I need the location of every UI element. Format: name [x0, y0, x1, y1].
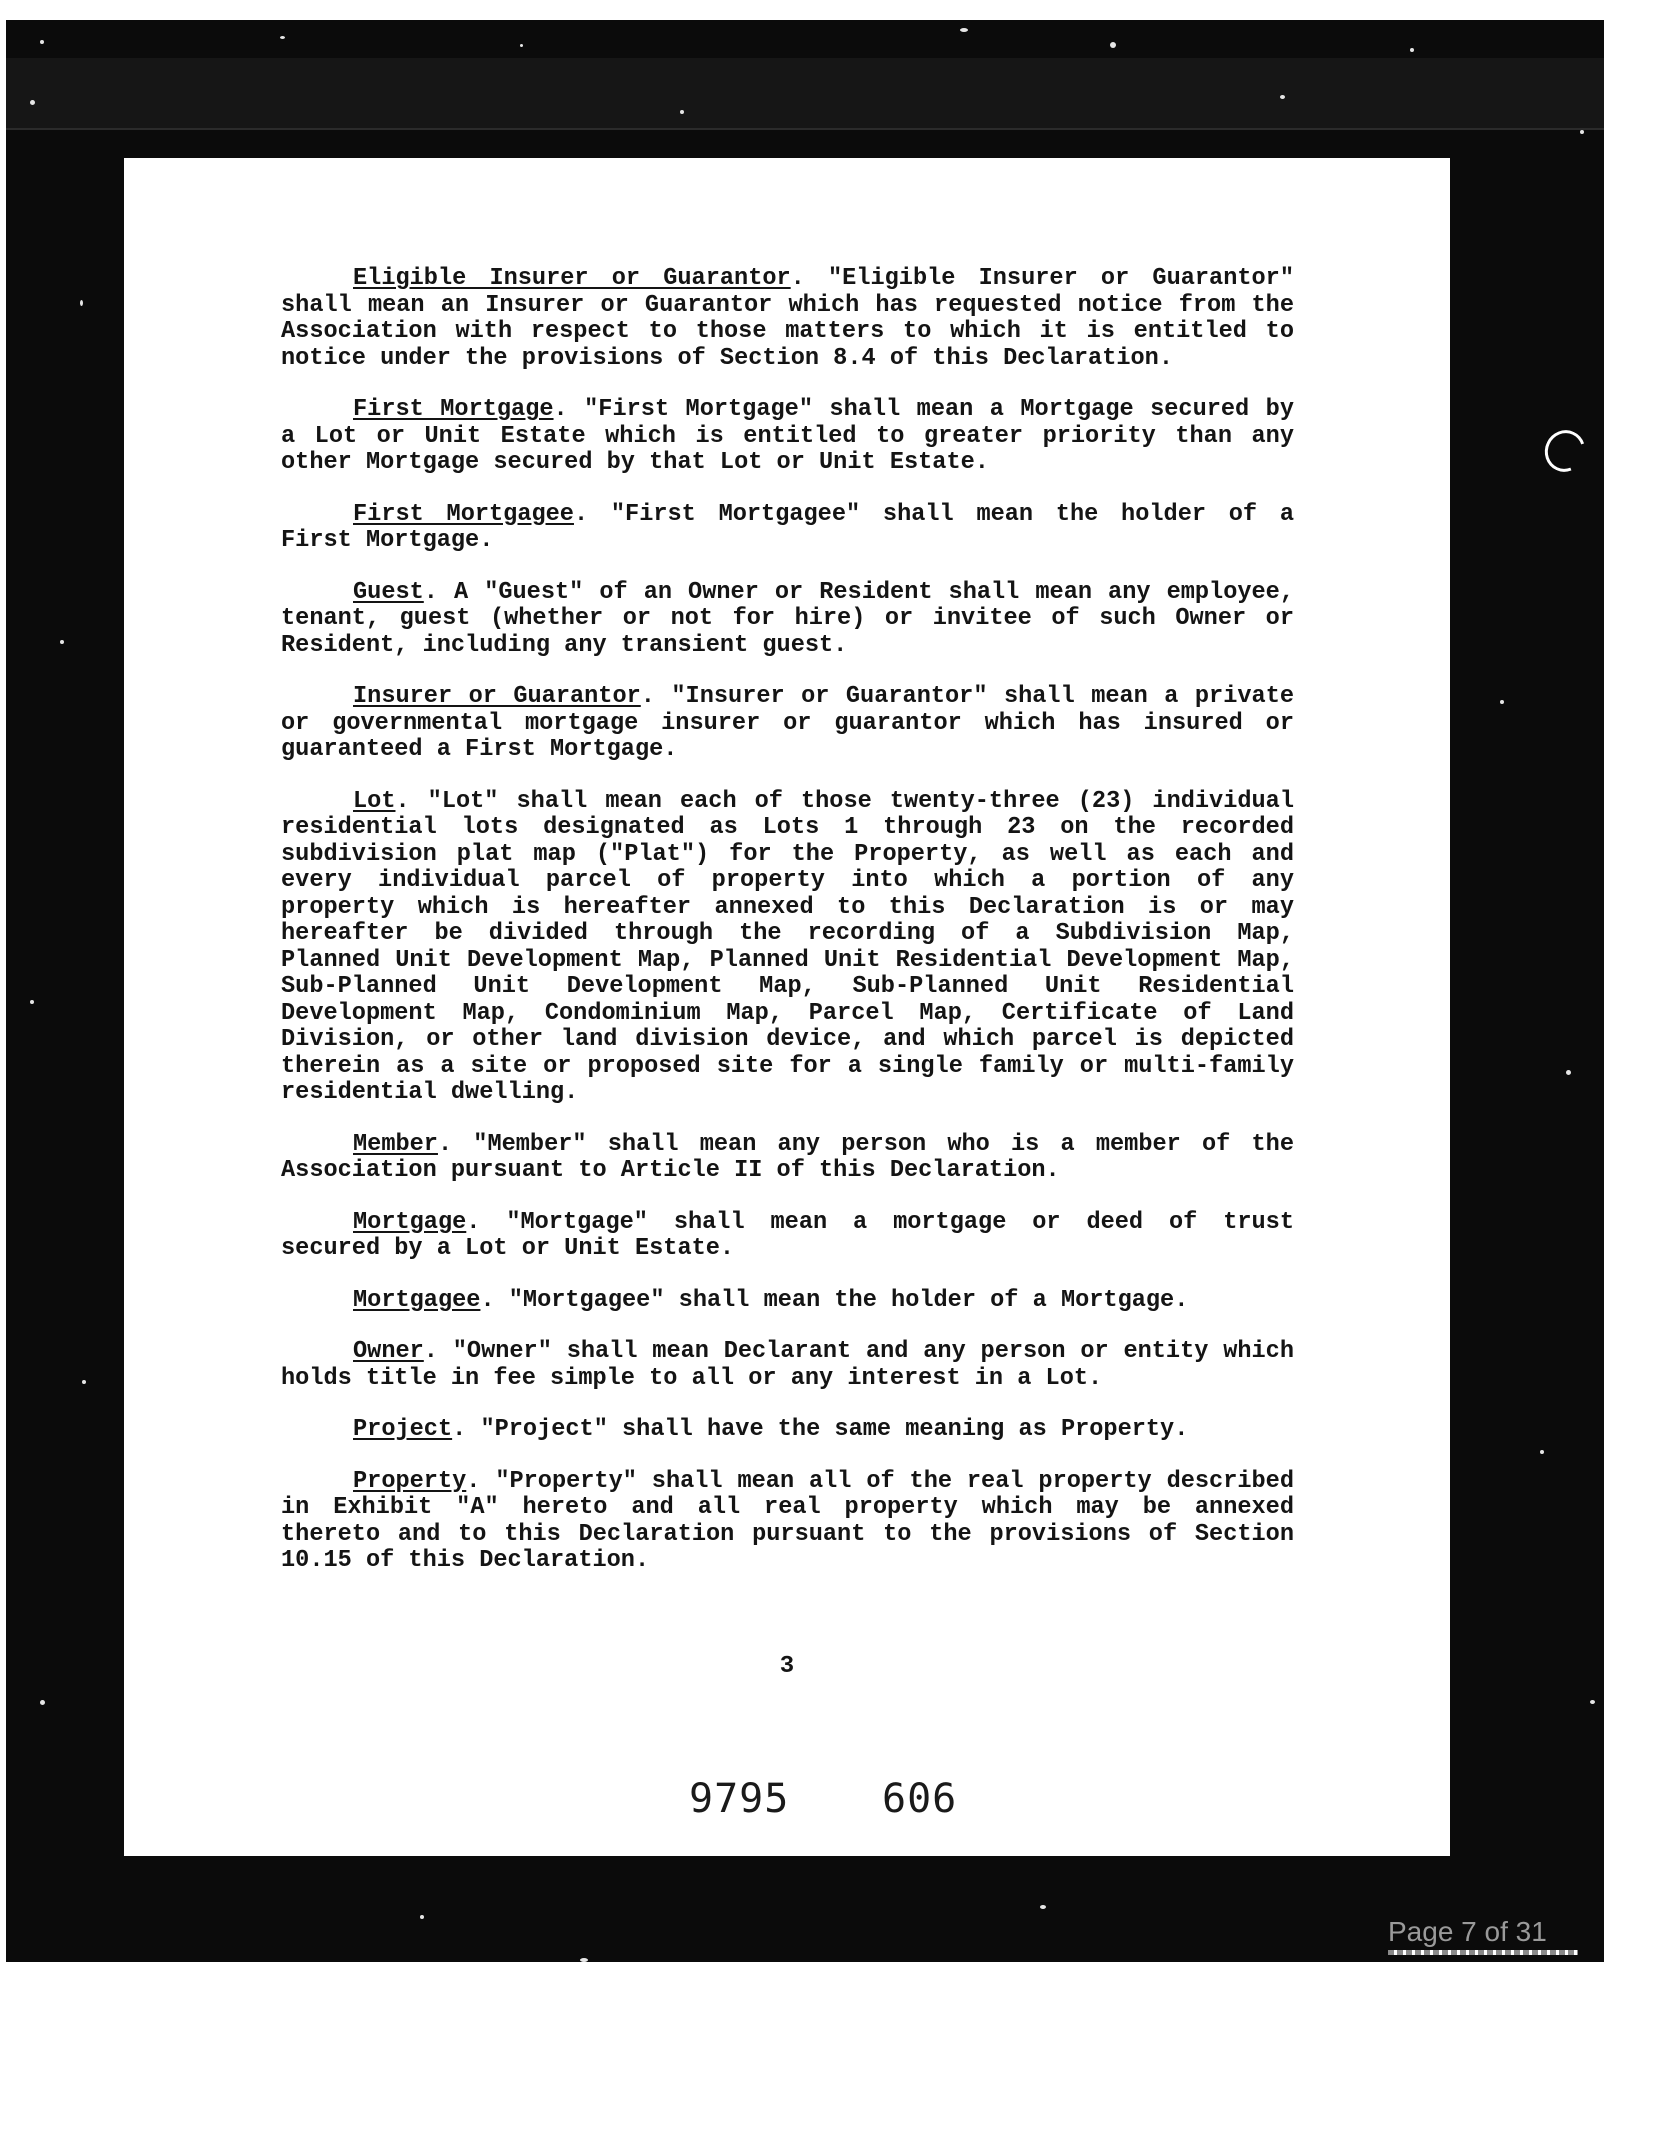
- defined-term: Lot: [353, 787, 396, 815]
- defined-term: Eligible Insurer or Guarantor: [353, 265, 791, 292]
- page-number: 3: [779, 1653, 795, 1680]
- defined-term: Guest: [353, 578, 424, 606]
- defined-term: Mortgagee: [353, 1286, 481, 1314]
- page-indicator-timestamp-strip: [1388, 1950, 1578, 1955]
- definition-owner: [281, 1339, 1294, 1392]
- definition-text: . "First Mortgage" shall mean a Mortgage secured by a Lot or Unit Estate which is entitled to greater priority than any other Mortgage secured by that Lot or Unit Estate.: [281, 396, 1294, 476]
- definition-text: . "Insurer or Guarantor" shall mean a private or governmental mortgage insurer or guarantor which has insured or guaranteed a First Mortgage.: [281, 683, 1295, 763]
- definition-first-mortgage: [281, 397, 1294, 477]
- definition-text: . "Mortgagee" shall mean the holder of a Mortgage.: [480, 1286, 1189, 1314]
- definitions-section: [281, 266, 1294, 1600]
- scan-top-band: [6, 58, 1604, 130]
- definition-text: . "First Mortgagee" shall mean the holder of a First Mortgage.: [281, 500, 1294, 554]
- scan-speck: [1110, 42, 1116, 48]
- scan-speck: [60, 640, 64, 644]
- defined-term: First Mortgage: [353, 396, 554, 423]
- definition-property: [281, 1469, 1294, 1575]
- definition-text: . "Project" shall have the same meaning as Property.: [452, 1416, 1189, 1443]
- defined-term: Insurer or Guarantor: [353, 683, 641, 710]
- scan-speck: [1580, 130, 1584, 134]
- defined-term: Member: [353, 1130, 438, 1158]
- definition-mortgagee: [281, 1288, 1294, 1315]
- definition-text: . "Property" shall mean all of the real property described in Exhibit "A" hereto and all real property which may be annexed thereto and to this Declaration pursuant to the provisions of Section 10.15 of this Declaration.: [281, 1467, 1294, 1574]
- definition-text: . "Lot" shall mean each of those twenty-three (23) individual residential lots designated as Lots 1 through 23 on the recorded subdivision plat map ("Plat") for the Property, as well as each and every individual parcel of property into which a portion of any property which is hereafter annexed to this Declaration is or may hereafter be divided through the recording of a Subdivision Map, Planned Unit Development Map, Planned Unit Residential Development Map, Sub-Planned Unit Development Map, Sub-Planned Unit Residential Development Map, Condominium Map, Parcel Map, Certificate of Land Division, or other land division device, and which parcel is depicted therein as a site or proposed site for a single family or multi-family residential dwelling.: [281, 787, 1294, 1106]
- scan-speck: [40, 1700, 45, 1705]
- recording-book-number: 9795: [689, 1776, 790, 1822]
- scan-speck: [1566, 1070, 1571, 1075]
- defined-term: Property: [353, 1467, 467, 1495]
- scan-speck: [1540, 1450, 1544, 1454]
- scan-speck: [520, 44, 523, 47]
- definition-text: . "Member" shall mean any person who is a member of the Association pursuant to Article II of this Declaration.: [281, 1130, 1294, 1184]
- definition-text: . "Eligible Insurer or Guarantor" shall mean an Insurer or Guarantor which has requested notice from the Association with respect to those matters to which it is entitled to notice under the provisions of Section 8.4 of this Declaration.: [281, 265, 1294, 372]
- page-indicator: Page 7 of 31: [1388, 1916, 1547, 1947]
- definition-text: . "Owner" shall mean Declarant and any person or entity which holds title in fee simple to all or any interest in a Lot.: [281, 1338, 1294, 1392]
- scan-speck: [580, 1958, 588, 1962]
- definition-member: [281, 1132, 1294, 1185]
- scan-speck: [1590, 1700, 1595, 1704]
- definition-guest: [281, 580, 1294, 660]
- definition-eligible-insurer: [281, 266, 1294, 372]
- scan-speck: [40, 40, 44, 44]
- definition-lot: [281, 789, 1294, 1107]
- recording-page-number: 606: [882, 1776, 958, 1822]
- scan-speck: [80, 300, 83, 306]
- definition-project: [281, 1417, 1294, 1444]
- scan-speck: [420, 1915, 424, 1919]
- definition-first-mortgagee: [281, 502, 1294, 555]
- definition-text: . "Mortgage" shall mean a mortgage or deed of trust secured by a Lot or Unit Estate.: [281, 1208, 1294, 1262]
- defined-term: Owner: [353, 1338, 424, 1365]
- scan-speck: [1500, 700, 1504, 704]
- scan-speck: [30, 1000, 34, 1004]
- scan-speck: [30, 100, 35, 105]
- scan-speck: [82, 1380, 86, 1384]
- document-page: [124, 158, 1450, 1856]
- scan-speck: [1280, 95, 1285, 99]
- defined-term: First Mortgagee: [353, 500, 574, 528]
- scan-speck: [1040, 1905, 1046, 1909]
- scan-speck: [1410, 48, 1414, 52]
- definition-insurer-or-guarantor: [281, 684, 1294, 764]
- defined-term: Project: [353, 1416, 453, 1443]
- definition-mortgage: [281, 1210, 1294, 1263]
- scan-speck: [680, 110, 684, 114]
- scan-speck: [280, 36, 285, 39]
- scan-speck: [960, 28, 968, 32]
- defined-term: Mortgage: [353, 1208, 467, 1236]
- definition-text: . A "Guest" of an Owner or Resident shall mean any employee, tenant, guest (whether or not for hire) or invitee of such Owner or Resident, including any transient guest.: [281, 578, 1294, 659]
